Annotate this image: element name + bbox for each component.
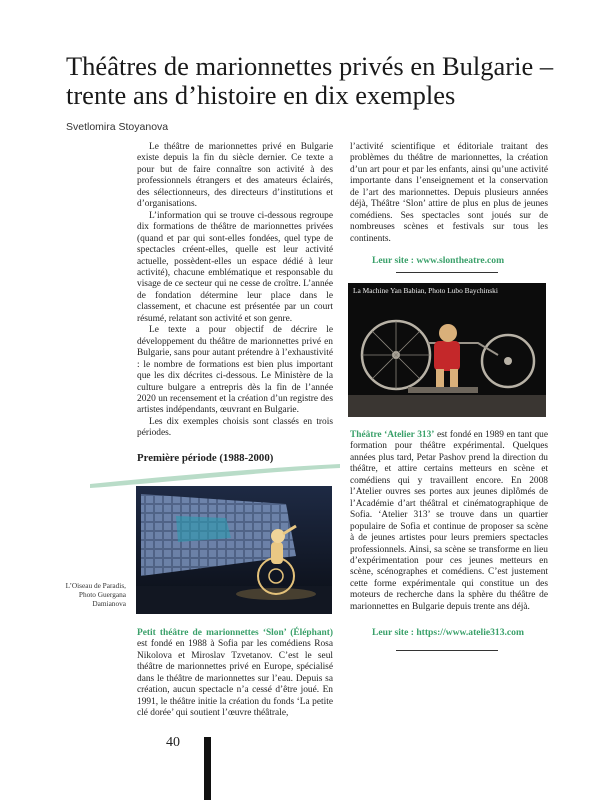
section-heading: Première période (1988-2000) <box>137 452 274 464</box>
slon-website[interactable]: Leur site : www.slontheatre.com <box>372 255 505 266</box>
atelier-website[interactable]: Leur site : https://www.atelie313.com <box>372 627 524 638</box>
page-marker-bar <box>204 737 211 800</box>
intro-paragraph-4: Les dix exemples choisis sont classés en trois périodes. <box>137 416 333 439</box>
intro-paragraph-2: L’information qui se trouve ci-dessous regroupe dix formations de théâtre de marionnettes privées (quand et par qui sont-elles fondées, quel type de spectacles créent-elles, quelle est leur activité actuelle, possèdent-elles un espace dédié à leur activité), chacune emblématique et responsable du visage de ce secteur qui ne cesse de croître. L’année de fondation détermine leur place dans le classement, et chacune est présentée par un court résumé, relatant son activité et son genre. <box>137 210 333 324</box>
slon-column <box>137 628 333 720</box>
intro-column <box>137 142 333 440</box>
author-name: Svetlomira Stoyanova <box>66 121 169 133</box>
title-line-2: trente ans d’histoire en dix exemples <box>66 80 456 110</box>
oiseau-caption: L’Oiseau de Paradis, Photo Guergana Damianova <box>65 581 126 608</box>
title-line-1: Théâtres de marionnettes privés en Bulgarie – <box>66 51 554 81</box>
divider-line-1 <box>396 272 498 273</box>
slon-continued-column <box>350 142 548 245</box>
divider-line-2 <box>396 650 498 651</box>
page-number: 40 <box>166 735 180 750</box>
slon-description: est fondé en 1988 à Sofia par les comédiens Rosa Nikolova et Miroslav Tzvetanov. C’est le seul théâtre de marionnettes privé en Europe, spécialisé dans le théâtre de marionnettes sur l’eau. Depuis sa création, aucun spectacle n’a cessé d’être joué. En 1991, le théâtre initie la création du fonds ‘La petite clé dorée’ qui soutient l’œuvre théâtrale, <box>137 639 333 719</box>
oiseau-photo <box>136 486 332 614</box>
intro-paragraph-1: Le théâtre de marionnettes privé en Bulgarie existe depuis la fin du siècle dernier. Ce texte a pour but de faire connaître son activité à des professionnels étrangers et des amateurs éclairés, des sélectionneurs, des directeurs d’institutions et d’organisations. <box>137 142 333 210</box>
intro-paragraph-3: Le texte a pour objectif de décrire le développement du théâtre de marionnettes privé en Bulgarie, sans pour autant prétendre à l’exhaustivité : le nombre de formations est bien plus important que les dix décrites ci-dessous. Le Ministère de la culture bulgare a entrepris dès la fin de l’année 2020 un recensement et la création d’un registre des artistes indépendants, œuvrant en Bulgarie. <box>137 325 333 416</box>
oiseau-stage-image <box>136 486 332 614</box>
article-title <box>66 52 566 110</box>
machine-stage-image <box>348 283 546 417</box>
slon-theatre-name: Petit théâtre de marionnettes ‘Slon’ (Éléphant) <box>137 628 333 638</box>
machine-photo <box>348 283 546 417</box>
atelier-theatre-name: Théâtre ‘Atelier 313’ <box>350 430 435 440</box>
machine-caption: La Machine Yan Babian, Photo Lubo Baychinski <box>353 286 498 295</box>
slon-continued-text: l’activité scientifique et éditoriale traitant des problèmes du théâtre de marionnettes, la création d’un art pour et par les enfants, ainsi qu’une activité importante dans l’enseignement et la conservation de l’art des marionnettes. Depuis plusieurs années déjà, Théâtre ‘Slon’ attire de plus en plus de jeunes comédiens. Ses spectacles sont joués sur de nombreuses scènes et festivals sur tous les continents. <box>350 142 548 244</box>
atelier-description: est fondé en 1989 en tant que formation pour théâtre expérimental. Quelques années plus tard, Petar Pashov prend la direction du théâtre, et attire certains metteurs en scène et comédiens qui y travaillent encore. En 2008 l’Atelier ouvres ses portes aux jeunes diplômés de l’Académie d’art théâtral et cinématographique de Sofia. ‘Atelier 313’ se trouve dans un quartier populaire de Sofia et continue de proposer sa scène à de jeunes artistes pour leurs premiers spectacles professionnels. Ainsi, sa scène se transforme en lieu d’expérimentation pour ces jeunes metteurs en scène, scénographes et comédiens. C’est justement cette forme expérimentale qui constitue un des moteurs de recherche dans la sphère du théâtre de marionnettes en Bulgarie depuis trente ans déjà. <box>350 430 548 612</box>
atelier-column <box>350 430 548 613</box>
